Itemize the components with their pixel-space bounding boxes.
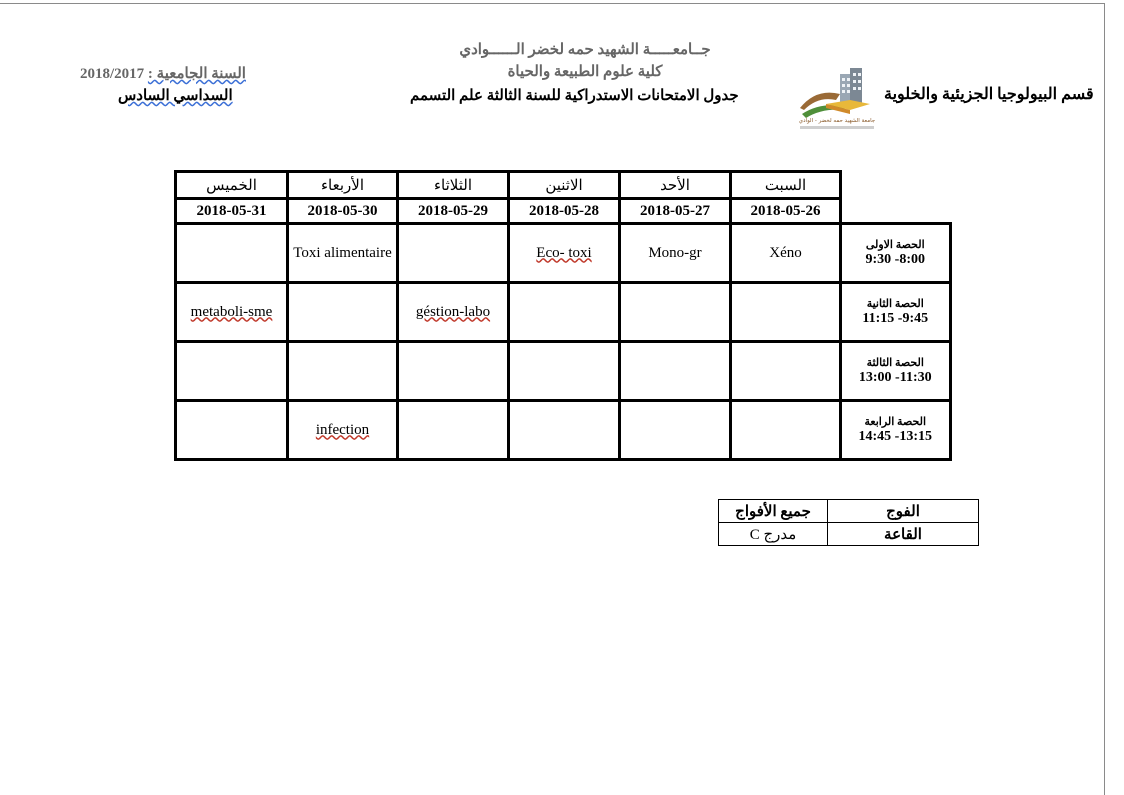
hall-row xyxy=(719,523,979,546)
day-date-monday: 2018-05-28 xyxy=(509,199,620,224)
slot-header xyxy=(841,224,951,283)
exam-cell xyxy=(398,342,509,401)
exam-cell xyxy=(620,283,731,342)
exam-cell xyxy=(509,283,620,342)
day-date-wednesday: 2018-05-30 xyxy=(288,199,398,224)
exam-cell xyxy=(509,401,620,460)
exam-cell xyxy=(620,401,731,460)
group-row xyxy=(719,500,979,523)
slot-row-4 xyxy=(176,401,951,460)
slot-row-1 xyxy=(176,224,951,283)
academic-year-value: 2018/2017 xyxy=(80,66,145,82)
exam-cell xyxy=(176,224,288,283)
slot-label: الحصة الاولى xyxy=(865,239,925,251)
slot-header xyxy=(841,401,951,460)
slot-time: 9:30 -8:00 xyxy=(865,252,925,267)
day-date-sunday: 2018-05-27 xyxy=(620,199,731,224)
faculty-name: كلية علوم الطبيعة والحياة xyxy=(507,64,663,80)
exam-cell: Toxi alimentaire xyxy=(288,224,398,283)
academic-year xyxy=(80,64,246,83)
group-value: جميع الأفواج xyxy=(719,500,828,523)
hall-value: مدرج C xyxy=(719,523,828,546)
slot-row-3 xyxy=(176,342,951,401)
day-name-monday: الاثنين xyxy=(509,172,620,199)
day-name-tuesday: الثلاثاء xyxy=(398,172,509,199)
university-logo xyxy=(796,64,878,134)
slot-time: 14:45 -13:15 xyxy=(858,429,932,444)
exam-cell xyxy=(176,342,288,401)
slot-label: الحصة الرابعة xyxy=(864,416,926,428)
exam-cell xyxy=(288,401,398,460)
semester: السداسي السادس xyxy=(118,88,233,104)
day-date-tuesday: 2018-05-29 xyxy=(398,199,509,224)
department-name: قسم البيولوجيا الجزيئية والخلوية xyxy=(884,86,1094,103)
exam-cell xyxy=(398,283,509,342)
day-dates-row xyxy=(176,199,951,224)
slot-time: 11:15 -9:45 xyxy=(862,311,929,326)
slot-label: الحصة الثالثة xyxy=(866,357,924,369)
slot-header xyxy=(841,342,951,401)
exam-cell xyxy=(731,401,841,460)
day-name-sunday: الأحد xyxy=(620,172,731,199)
exam-cell xyxy=(176,283,288,342)
exam-cell xyxy=(398,401,509,460)
slot-row-2 xyxy=(176,283,951,342)
day-names-row xyxy=(176,172,951,199)
exam-cell xyxy=(398,224,509,283)
group-label: الفوج xyxy=(828,500,979,523)
university-name: جــامعـــــة الشهيد حمه لخضر الــــــوادي xyxy=(459,42,711,58)
group-info-table xyxy=(718,499,979,546)
exam-cell: Xéno xyxy=(731,224,841,283)
exam-label: géstion-labo xyxy=(415,303,491,320)
day-date-thursday: 2018-05-31 xyxy=(176,199,288,224)
exam-cell xyxy=(620,342,731,401)
academic-year-label: السنة الجامعية : xyxy=(147,66,246,82)
hall-label: القاعة xyxy=(828,523,979,546)
slot-label: الحصة الثانية xyxy=(866,298,924,310)
day-name-thursday: الخميس xyxy=(176,172,288,199)
page-edge-top xyxy=(0,3,1104,4)
exam-cell xyxy=(509,224,620,283)
page-edge-right xyxy=(1104,3,1105,795)
exam-cell xyxy=(288,342,398,401)
exam-cell xyxy=(731,283,841,342)
exam-label: infection xyxy=(315,421,370,438)
exam-cell xyxy=(731,342,841,401)
day-name-wednesday: الأربعاء xyxy=(288,172,398,199)
exam-cell: Mono-gr xyxy=(620,224,731,283)
slot-header xyxy=(841,283,951,342)
corner-cell xyxy=(841,172,951,199)
corner-cell xyxy=(841,199,951,224)
exam-schedule-table xyxy=(174,170,952,461)
exam-label: Eco- toxi xyxy=(536,244,592,261)
exam-cell xyxy=(288,283,398,342)
exam-label: metaboli-sme xyxy=(190,303,273,320)
slot-time: 13:00 -11:30 xyxy=(858,370,932,385)
exam-cell xyxy=(176,401,288,460)
exam-title: جدول الامتحانات الاستدراكية للسنة الثالثة علم التسمم xyxy=(410,88,739,104)
day-name-saturday: السبت xyxy=(731,172,841,199)
exam-cell xyxy=(509,342,620,401)
day-date-saturday: 2018-05-26 xyxy=(731,199,841,224)
logo-caption: جامعة الشهيد حمه لخضر - الوادي xyxy=(798,118,876,124)
